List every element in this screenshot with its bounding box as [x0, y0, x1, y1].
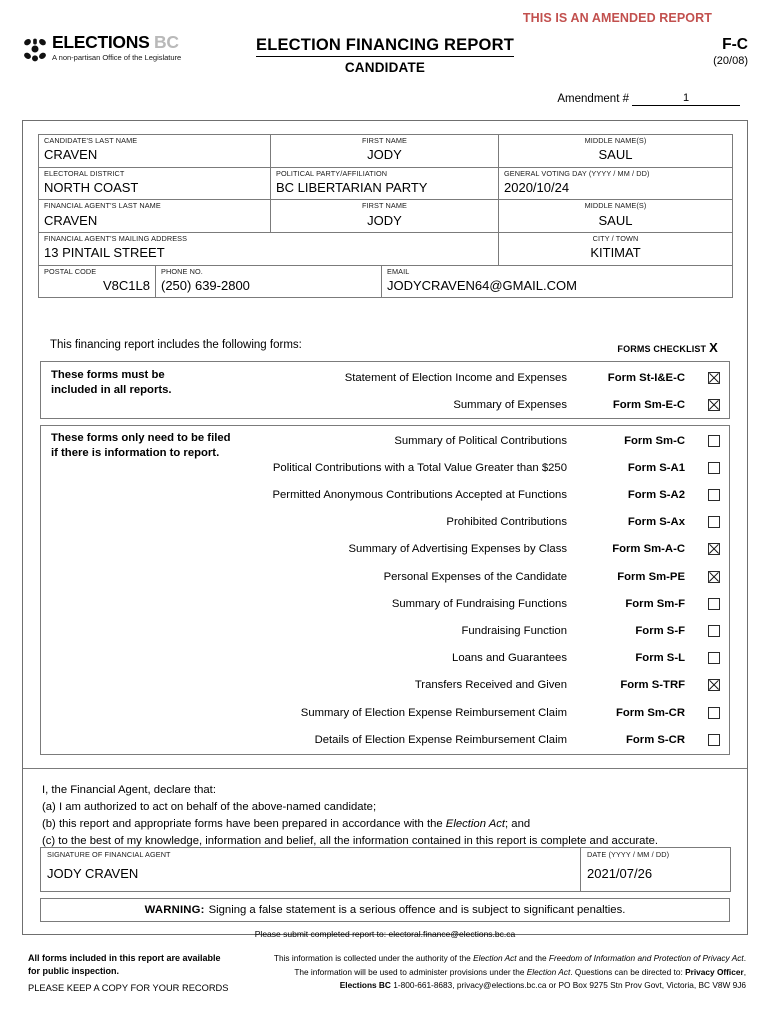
checkbox-checked-icon[interactable] [708, 399, 720, 411]
checkbox-checked-icon[interactable] [708, 543, 720, 555]
checkbox-unchecked-icon[interactable] [708, 734, 720, 746]
checklist-form-code: Form Sm-F [625, 597, 685, 610]
city-label: CITY / TOWN [592, 233, 639, 243]
footer-public-inspection-line2: for public inspection. [28, 965, 120, 976]
electoral-district-label: ELECTORAL DISTRICT [44, 168, 125, 178]
footer-public-inspection-line1: All forms included in this report are available [28, 953, 221, 963]
checklist-row [41, 481, 729, 508]
optional-forms-note-line1: These forms only need to be filed [51, 432, 231, 444]
checklist-intro-text: This financing report includes the following forms: [50, 339, 302, 351]
checklist-row [41, 672, 729, 699]
amended-report-banner: THIS IS AN AMENDED REPORT [522, 11, 712, 25]
footer-privacy-line1-pre: This information is collected under the authority of the [273, 953, 474, 963]
footer-contact-details: 1-800-661-8683, privacy@elections.bc.ca or PO Box 9275 Stn Prov Govt, Victoria, BC V8W 9J6 [390, 980, 746, 991]
checklist-row [41, 699, 729, 726]
warning-label: WARNING: [144, 904, 205, 916]
checklist-checkbox-cell[interactable] [699, 679, 729, 691]
candidate-last-name-value: CRAVEN [44, 147, 98, 163]
general-voting-day-cell[interactable] [499, 167, 733, 200]
checklist-form-code: Form S-L [635, 652, 685, 665]
checklist-form-name: Summary of Election Expense Reimbursement Claim [300, 706, 567, 719]
forms-checklist-label: FORMS CHECKLIST [617, 344, 707, 354]
phone-cell[interactable] [156, 265, 382, 298]
table-row-candidate-name [39, 135, 733, 168]
checklist-checkbox-cell[interactable] [699, 435, 729, 447]
signature-value: JODY CRAVEN [47, 866, 139, 882]
phone-label: PHONE NO. [161, 266, 203, 276]
declaration-intro: I, the Financial Agent, declare that: [42, 784, 216, 796]
checklist-form-code: Form Sm-E-C [612, 398, 685, 411]
logo-bc-text: BC [154, 32, 179, 52]
email-cell[interactable] [382, 265, 733, 298]
optional-forms-note-line2: if there is information to report. [51, 446, 220, 459]
checklist-form-name: Summary of Expenses [453, 398, 567, 411]
footer-privacy-line1-post: . [743, 953, 746, 963]
political-party-label: POLITICAL PARTY/AFFILIATION [276, 168, 388, 178]
declaration-divider [23, 768, 747, 769]
postal-code-cell[interactable] [39, 265, 156, 298]
signature-date-cell[interactable] [581, 848, 731, 892]
checklist-row [41, 590, 729, 617]
email-value: JODYCRAVEN64@GMAIL.COM [387, 277, 577, 293]
page-subtitle: CANDIDATE [344, 60, 426, 75]
checklist-row [41, 454, 729, 481]
checklist-row [41, 391, 729, 418]
signature-cell[interactable] [41, 848, 581, 892]
candidate-last-name-label: CANDIDATE'S LAST NAME [44, 136, 138, 145]
general-voting-day-label: GENERAL VOTING DAY (YYYY / MM / DD) [504, 168, 650, 178]
footer-privacy-officer: Privacy Officer [685, 966, 744, 977]
page-title [0, 36, 770, 55]
checklist-checkbox-cell[interactable] [699, 652, 729, 664]
footer-privacy-line2-mid: . Questions can be directed to: [570, 966, 686, 977]
required-forms-box [40, 361, 730, 419]
checklist-checkbox-cell[interactable] [699, 598, 729, 610]
candidate-middle-name-value: SAUL [598, 147, 633, 163]
checkbox-unchecked-icon[interactable] [708, 516, 720, 528]
checklist-row [41, 509, 729, 536]
footer-privacy-line1-italic1: Election Act [473, 953, 517, 963]
candidate-first-name-value: JODY [367, 147, 402, 163]
checklist-form-code: Form S-CR [626, 733, 685, 746]
checklist-form-code: Form Sm-CR [615, 706, 685, 719]
declaration-line-b-italic: Election Act [445, 818, 506, 831]
checkbox-checked-icon[interactable] [708, 571, 720, 583]
checklist-checkbox-cell[interactable] [699, 372, 729, 384]
footer-privacy-block [234, 952, 746, 993]
checklist-checkbox-cell[interactable] [699, 462, 729, 474]
checklist-checkbox-cell[interactable] [699, 399, 729, 411]
footer-left-block [28, 952, 238, 995]
checkbox-unchecked-icon[interactable] [708, 462, 720, 474]
form-code: F-C [722, 36, 748, 53]
agent-first-name-value: JODY [367, 212, 402, 228]
signature-table [40, 847, 731, 892]
checkbox-unchecked-icon[interactable] [708, 489, 720, 501]
agent-last-name-label: FINANCIAL AGENT'S LAST NAME [44, 201, 161, 211]
checklist-checkbox-cell[interactable] [699, 516, 729, 528]
checklist-row [41, 645, 729, 672]
agent-address-cell[interactable] [39, 232, 499, 265]
table-row-postal-phone-email [39, 265, 733, 298]
logo-elections-text: ELECTIONS [52, 32, 150, 52]
checklist-form-code: Form S-TRF [620, 679, 685, 692]
amendment-number-value[interactable]: 1 [632, 92, 740, 106]
footer-privacy-line2-pre: The information will be used to administer provisions under the [294, 966, 527, 977]
agent-first-name-cell[interactable] [271, 200, 499, 233]
checklist-checkbox-cell[interactable] [699, 489, 729, 501]
checklist-form-name: Summary of Advertising Expenses by Class [348, 543, 567, 556]
submit-instruction: Please submit completed report to: electoral.finance@elections.bc.ca [254, 929, 516, 939]
checklist-checkbox-cell[interactable] [699, 571, 729, 583]
table-row-district-party [39, 167, 733, 200]
agent-last-name-value: CRAVEN [44, 212, 98, 228]
agent-address-value: 13 PINTAIL STREET [44, 245, 165, 261]
checkbox-unchecked-icon[interactable] [708, 598, 720, 610]
checklist-row [41, 726, 729, 753]
checklist-form-name: Statement of Election Income and Expenses [344, 371, 567, 384]
checklist-row [41, 536, 729, 563]
checklist-form-name: Loans and Guarantees [452, 652, 567, 665]
agent-first-name-label: FIRST NAME [361, 201, 408, 211]
agent-middle-name-cell[interactable] [499, 200, 733, 233]
city-cell[interactable] [499, 232, 733, 265]
checklist-row [41, 617, 729, 644]
form-revision: (20/08) [713, 54, 748, 67]
postal-code-value: V8C1L8 [103, 277, 150, 293]
postal-code-label: POSTAL CODE [44, 266, 97, 276]
checklist-form-code: Form S-A2 [627, 488, 685, 501]
footer-privacy-line2 [234, 966, 746, 980]
declaration-line-b-post: ; and [505, 818, 531, 831]
signature-label: SIGNATURE OF FINANCIAL AGENT [47, 850, 171, 859]
checklist-form-code: Form S-A1 [627, 461, 685, 474]
candidate-middle-name-label: MIDDLE NAME(S) [584, 136, 647, 145]
checklist-form-name: Transfers Received and Given [414, 679, 567, 692]
footer-privacy-line2-italic: Election Act [526, 966, 571, 977]
checklist-form-code: Form Sm-PE [617, 570, 685, 583]
checklist-form-name: Political Contributions with a Total Value Greater than $250 [272, 461, 567, 474]
political-party-value: BC LIBERTARIAN PARTY [276, 180, 428, 196]
candidate-information-table [38, 134, 733, 298]
checklist-row [41, 364, 729, 391]
phone-value: (250) 639-2800 [161, 277, 250, 293]
forms-checklist-header [617, 340, 718, 355]
agent-address-label: FINANCIAL AGENT'S MAILING ADDRESS [44, 233, 188, 243]
checklist-form-code: Form Sm-C [624, 434, 685, 447]
checklist-row [41, 427, 729, 454]
declaration-line-b [42, 816, 658, 833]
footer-elections-bc: Elections BC [339, 980, 391, 991]
checklist-checkbox-cell[interactable] [699, 707, 729, 719]
checklist-form-name: Summary of Political Contributions [394, 434, 567, 447]
candidate-first-name-label: FIRST NAME [361, 136, 408, 145]
page-title-text: ELECTION FINANCING REPORT [256, 36, 514, 57]
checkbox-unchecked-icon[interactable] [708, 707, 720, 719]
footer-privacy-line3 [234, 979, 746, 993]
checklist-row [41, 563, 729, 590]
declaration-line-b-pre: (b) this report and appropriate forms have been prepared in accordance with the [42, 818, 446, 831]
checklist-form-name: Fundraising Function [461, 624, 567, 637]
checklist-form-name: Details of Election Expense Reimbursement Claim [314, 733, 567, 746]
declaration-line-a: (a) I am authorized to act on behalf of the above-named candidate; [42, 801, 377, 814]
checklist-checkbox-cell[interactable] [699, 625, 729, 637]
required-forms-note-line2: included in all reports. [51, 383, 172, 396]
checklist-checkbox-cell[interactable] [699, 543, 729, 555]
table-row-agent-name [39, 200, 733, 233]
checklist-form-name: Personal Expenses of the Candidate [383, 570, 567, 583]
checklist-form-name: Permitted Anonymous Contributions Accepted at Functions [272, 488, 567, 501]
footer-privacy-line1 [234, 952, 746, 966]
checklist-form-name: Summary of Fundraising Functions [391, 597, 567, 610]
signature-date-value: 2021/07/26 [587, 866, 653, 882]
checklist-checkbox-cell[interactable] [699, 734, 729, 746]
agent-middle-name-value: SAUL [598, 212, 633, 228]
email-label: EMAIL [387, 266, 410, 276]
footer-keep-copy-note: PLEASE KEEP A COPY FOR YOUR RECORDS [28, 982, 229, 993]
optional-forms-box [40, 425, 730, 755]
footer-privacy-line1-italic2: Freedom of Information and Protection of Privacy Act [548, 953, 744, 963]
checkbox-unchecked-icon[interactable] [708, 652, 720, 664]
candidate-first-name-cell[interactable] [271, 135, 499, 168]
checklist-form-code: Form St-I&E-C [607, 371, 685, 384]
general-voting-day-value: 2020/10/24 [504, 180, 570, 196]
checklist-form-name: Prohibited Contributions [446, 516, 567, 529]
city-value: KITIMAT [590, 245, 641, 261]
forms-checklist-x-mark: X [709, 340, 718, 355]
table-row-signature [41, 848, 731, 892]
agent-middle-name-label: MIDDLE NAME(S) [584, 201, 647, 211]
electoral-district-value: NORTH COAST [44, 180, 139, 196]
warning-text: Signing a false statement is a serious offence and is subject to significant penalties. [208, 904, 626, 916]
checkbox-unchecked-icon[interactable] [708, 435, 720, 447]
declaration-line-c: (c) to the best of my knowledge, information and belief, all the information contained in this report is complete and accurate. [42, 835, 659, 848]
electoral-district-cell[interactable] [39, 167, 271, 200]
declaration-text [42, 782, 658, 851]
footer-privacy-line2-post: , [743, 966, 746, 977]
checklist-form-code: Form S-Ax [627, 516, 685, 529]
candidate-middle-name-cell[interactable] [499, 135, 733, 168]
checkbox-checked-icon[interactable] [708, 679, 720, 691]
checkbox-checked-icon[interactable] [708, 372, 720, 384]
required-forms-note-line1: These forms must be [51, 369, 165, 381]
form-code-block [713, 36, 748, 68]
checklist-form-code: Form S-F [635, 624, 685, 637]
logo-tagline: A non-partisan Office of the Legislature [52, 52, 182, 62]
warning-box [40, 898, 730, 922]
footer-privacy-line1-mid: and the [516, 953, 549, 963]
political-party-cell[interactable] [271, 167, 499, 200]
agent-last-name-cell[interactable] [39, 200, 271, 233]
candidate-last-name-cell[interactable] [39, 135, 271, 168]
checkbox-unchecked-icon[interactable] [708, 625, 720, 637]
amendment-number-field[interactable] [557, 92, 740, 106]
checklist-form-code: Form Sm-A-C [612, 543, 685, 556]
amendment-number-label: Amendment # [557, 93, 629, 105]
table-row-address-city [39, 232, 733, 265]
signature-date-label: DATE (YYYY / MM / DD) [587, 850, 670, 859]
